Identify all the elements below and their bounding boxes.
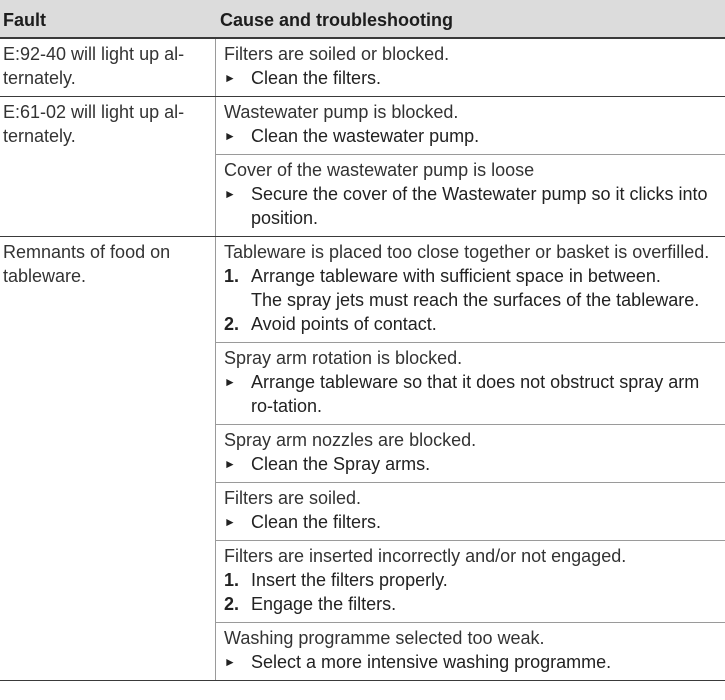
cause-title: Washing programme selected too weak. bbox=[224, 628, 545, 648]
step-text: Clean the filters. bbox=[251, 512, 382, 532]
header-cause: Cause and troubleshooting bbox=[220, 10, 454, 30]
remedy-step bbox=[224, 182, 725, 230]
arrow-bullet-icon: ► bbox=[224, 515, 236, 529]
arrow-bullet-icon: ► bbox=[224, 187, 236, 201]
fault-cell: Remnants of food on tableware. bbox=[3, 242, 171, 286]
causes-cell bbox=[215, 39, 725, 96]
remedy-step bbox=[224, 264, 725, 288]
step-number: 2. bbox=[224, 314, 240, 334]
cause-title: Filters are soiled. bbox=[224, 488, 362, 508]
fault-cell: E:61-02 will light up al-ternately. bbox=[3, 102, 185, 146]
cause-block bbox=[216, 39, 725, 96]
remedy-step bbox=[224, 568, 725, 592]
step-text: Avoid points of contact. bbox=[251, 314, 437, 334]
cause-title: Spray arm nozzles are blocked. bbox=[224, 430, 477, 450]
step-number: 2. bbox=[224, 594, 240, 614]
step-text: Arrange tableware so that it does not obstruct spray arm ro-tation. bbox=[251, 372, 700, 416]
remedy-step bbox=[224, 124, 725, 148]
step-text: Clean the filters. bbox=[251, 68, 382, 88]
step-text: Clean the wastewater pump. bbox=[251, 126, 480, 146]
cause-title: Filters are inserted incorrectly and/or not engaged. bbox=[224, 546, 627, 566]
step-text: Clean the Spray arms. bbox=[251, 454, 431, 474]
cause-title: Spray arm rotation is blocked. bbox=[224, 348, 463, 368]
arrow-bullet-icon: ► bbox=[224, 71, 236, 85]
cause-block bbox=[216, 342, 725, 424]
table-body bbox=[0, 39, 725, 680]
arrow-bullet-icon: ► bbox=[224, 129, 236, 143]
remedy-step bbox=[224, 510, 725, 534]
cause-block bbox=[216, 622, 725, 680]
cause-block bbox=[216, 424, 725, 482]
step-text: Engage the filters. bbox=[251, 594, 397, 614]
table-row bbox=[0, 96, 725, 236]
cause-block bbox=[216, 97, 725, 154]
table-row bbox=[0, 236, 725, 680]
remedy-step bbox=[224, 452, 725, 476]
remedy-step bbox=[224, 66, 725, 90]
remedy-step bbox=[224, 650, 725, 674]
table-row bbox=[0, 39, 725, 96]
step-text: Select a more intensive washing programme. bbox=[251, 652, 612, 672]
remedy-step bbox=[224, 370, 725, 418]
table-bottom-rule bbox=[0, 680, 725, 681]
cause-block bbox=[216, 540, 725, 622]
step-number: 1. bbox=[224, 570, 240, 590]
step-text: Secure the cover of the Wastewater pump so it clicks into position. bbox=[251, 184, 708, 228]
cause-block bbox=[216, 237, 725, 342]
step-text: Insert the filters properly. bbox=[251, 570, 448, 590]
step-number: 1. bbox=[224, 266, 240, 286]
cause-title: Cover of the wastewater pump is loose bbox=[224, 160, 535, 180]
fault-cell: E:92-40 will light up al-ternately. bbox=[3, 44, 185, 88]
arrow-bullet-icon: ► bbox=[224, 375, 236, 389]
cause-title: Filters are soiled or blocked. bbox=[224, 44, 450, 64]
remedy-step bbox=[224, 592, 725, 616]
cause-title: Wastewater pump is blocked. bbox=[224, 102, 459, 122]
table-header bbox=[0, 0, 725, 39]
arrow-bullet-icon: ► bbox=[224, 457, 236, 471]
header-fault: Fault bbox=[3, 10, 46, 30]
causes-cell bbox=[215, 97, 725, 236]
step-note: The spray jets must reach the surfaces of the tableware. bbox=[251, 290, 700, 310]
cause-title: Tableware is placed too close together or basket is overfilled. bbox=[224, 242, 710, 262]
remedy-step bbox=[224, 312, 725, 336]
arrow-bullet-icon: ► bbox=[224, 655, 236, 669]
causes-cell bbox=[215, 237, 725, 680]
cause-block bbox=[216, 482, 725, 540]
cause-block bbox=[216, 154, 725, 236]
step-text: Arrange tableware with sufficient space in between. bbox=[251, 266, 661, 286]
